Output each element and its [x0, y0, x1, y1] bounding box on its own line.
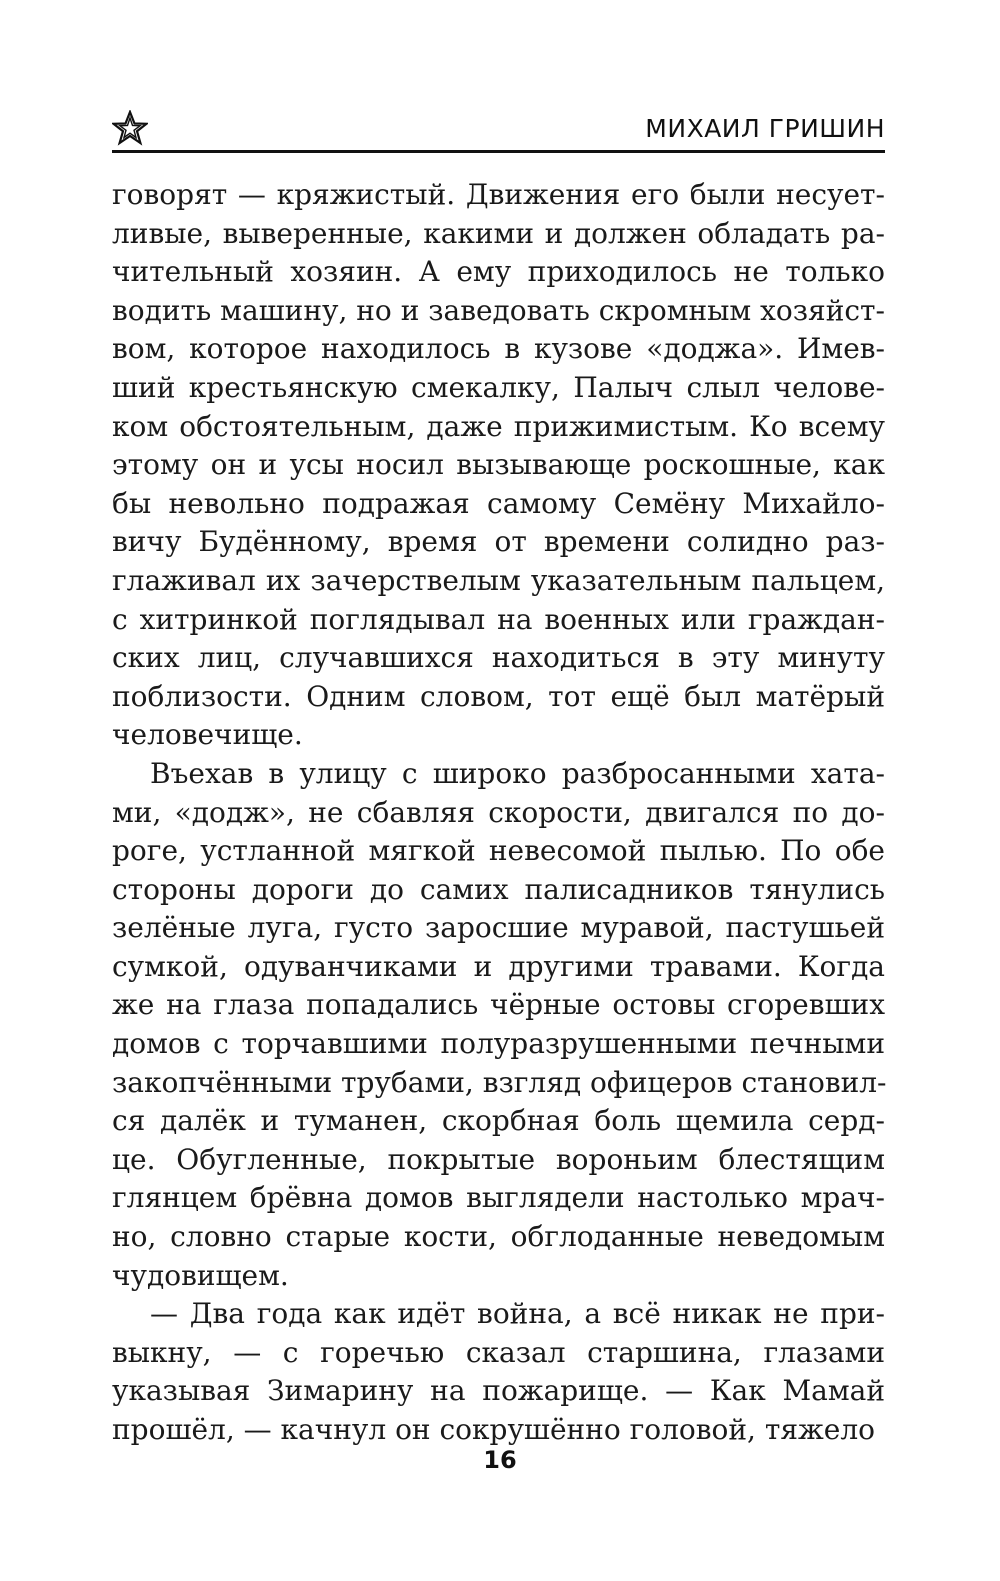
- text-line: вичу Будённому, время от времени солидно раз-: [112, 525, 885, 559]
- text-line: глаживал их зачерствелым указательным пальцем,: [112, 563, 885, 597]
- text-line: — Два года как идёт война, а всё никак не при-: [150, 1297, 885, 1331]
- text-line: домов с торчавшими полуразрушенными печными: [112, 1027, 885, 1061]
- text-line: же на глаза попадались чёрные остовы сгоревших: [112, 988, 885, 1022]
- text-line: ший крестьянскую смекалку, Палыч слыл челове-: [112, 370, 885, 404]
- text-line: указывая Зимарину на пожарище. — Как Мамай: [112, 1374, 885, 1408]
- paragraph: [112, 1295, 885, 1449]
- text-line: ских лиц, случавшихся находиться в эту минуту: [112, 641, 885, 675]
- text-line: бы невольно подражая самому Семёну Михайло-: [112, 486, 885, 520]
- text-line: Въехав в улицу с широко разбросанными хата-: [150, 756, 885, 790]
- paragraph: [112, 755, 885, 1295]
- star-outline-icon: [112, 110, 148, 146]
- text-line: ми, «додж», не сбавляя скорости, двигался по до-: [112, 795, 885, 829]
- text-line: поблизости. Одним словом, тот ещё был матёрый: [112, 679, 885, 713]
- text-line: с хитринкой поглядывал на военных или граждан-: [112, 602, 885, 636]
- text-line: зелёные луга, густо заросшие муравой, пастушьей: [112, 911, 885, 945]
- running-head: [112, 108, 885, 152]
- text-line: ком обстоятельным, даже прижимистым. Ко всему: [112, 409, 885, 443]
- text-line: прошёл, — качнул он сокрушённо головой, тяжело: [112, 1413, 875, 1446]
- running-head-author: МИХАИЛ ГРИШИН: [645, 114, 885, 143]
- text-line: сумкой, одуванчиками и другими травами. Когда: [112, 949, 885, 983]
- text-line: глянцем брёвна домов выглядели настолько мрач-: [112, 1181, 885, 1215]
- body-text: [112, 176, 885, 1450]
- text-line: водить машину, но и заведовать скромным хозяйст-: [112, 293, 885, 327]
- text-line: стороны дороги до самих палисадников тянулись: [112, 872, 885, 906]
- text-line: вом, которое находилось в кузове «доджа». Имев-: [112, 332, 885, 366]
- text-line: роге, устланной мягкой невесомой пылью. По обе: [112, 834, 885, 868]
- text-line: этому он и усы носил вызывающе роскошные, как: [112, 448, 885, 482]
- text-line: ся далёк и туманен, скорбная боль щемила серд-: [112, 1104, 885, 1138]
- text-line: выкну, — с горечью сказал старшина, глазами: [112, 1335, 885, 1369]
- header-rule: [112, 150, 885, 153]
- text-line: говорят — кряжистый. Движения его были несует-: [112, 178, 885, 211]
- text-line: ливые, выверенные, какими и должен обладать ра-: [112, 216, 885, 250]
- text-line: закопчёнными трубами, взгляд офицеров становил-: [112, 1065, 887, 1099]
- page-number: 16: [483, 1446, 517, 1474]
- text-line: но, словно старые кости, обглоданные неведомым: [112, 1220, 885, 1254]
- text-line: чительный хозяин. А ему приходилось не только: [112, 255, 885, 289]
- text-line: це. Обугленные, покрытые вороньим блестящим: [112, 1142, 885, 1176]
- text-line: человечище.: [112, 718, 303, 752]
- paragraph: [112, 176, 885, 755]
- text-line: чудовищем.: [112, 1258, 289, 1292]
